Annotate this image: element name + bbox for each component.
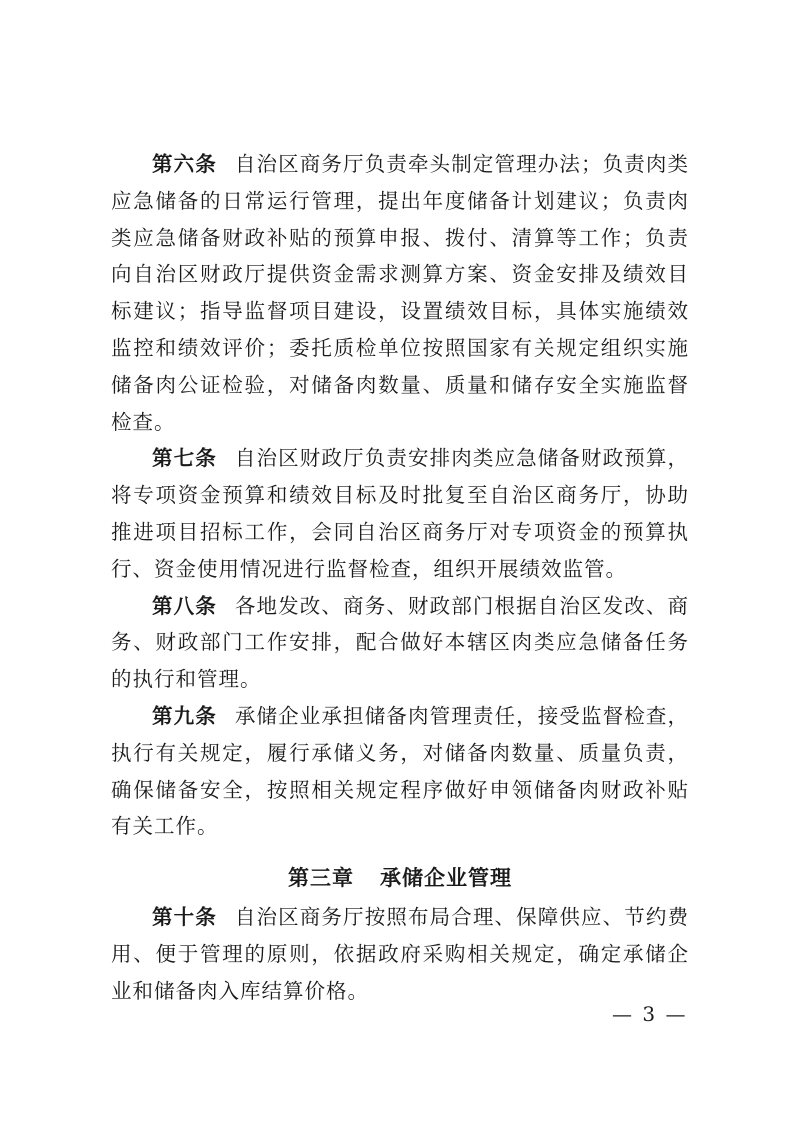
- article-number: 第八条: [152, 593, 217, 618]
- article-7: [111, 440, 689, 587]
- article-text: 各地发改、商务、财政部门根据自治区发改、商务、财政部门工作安排，配合做好本辖区肉类应急储备任务的执行和管理。: [111, 593, 690, 692]
- article-text: 自治区商务厅按照布局合理、保障供应、节约费用、便于管理的原则，依据政府采购相关规定，确定承储企业和储备肉入库结算价格。: [111, 905, 690, 1003]
- page-number: — 3 —: [612, 1002, 688, 1026]
- article-text: 承储企业承担储备肉管理责任，接受监督检查，执行有关规定，履行承储义务，对储备肉数量、质量负责，确保储备安全，按照相关规定程序做好申领储备肉财政补贴有关工作。: [111, 703, 690, 839]
- article-9: [111, 698, 689, 845]
- article-text: 自治区商务厅负责牵头制定管理办法；负责肉类应急储备的日常运行管理，提出年度储备计划建议；负责肉类应急储备财政补贴的预算申报、拨付、清算等工作；负责向自治区财政厅提供资金需求测算方案、资金安排及绩效目标建议；指导监督项目建设，设置绩效目标，具体实施绩效监控和绩效评价；委托质检单位按照国家有关规定组织实施储备肉公证检验，对储备肉数量、质量和储存安全实施监督检查。: [111, 152, 690, 434]
- article-number: 第七条: [152, 446, 217, 471]
- article-number: 第九条: [152, 703, 217, 728]
- body-text: [111, 146, 689, 1010]
- chapter-heading: [111, 857, 689, 899]
- article-text: 自治区财政厅负责安排肉类应急储备财政预算，将专项资金预算和绩效目标及时批复至自治区商务厅，协助推进项目招标工作，会同自治区商务厅对专项资金的预算执行、资金使用情况进行监督检查，组织开展绩效监管。: [111, 446, 690, 581]
- article-10: [111, 899, 689, 1009]
- chapter-number: 第三章: [288, 866, 354, 891]
- article-number: 第六条: [152, 152, 217, 176]
- article-8: [111, 588, 689, 698]
- article-6: [111, 146, 689, 440]
- chapter-title: 承储企业管理: [380, 866, 512, 891]
- article-number: 第十条: [152, 905, 217, 930]
